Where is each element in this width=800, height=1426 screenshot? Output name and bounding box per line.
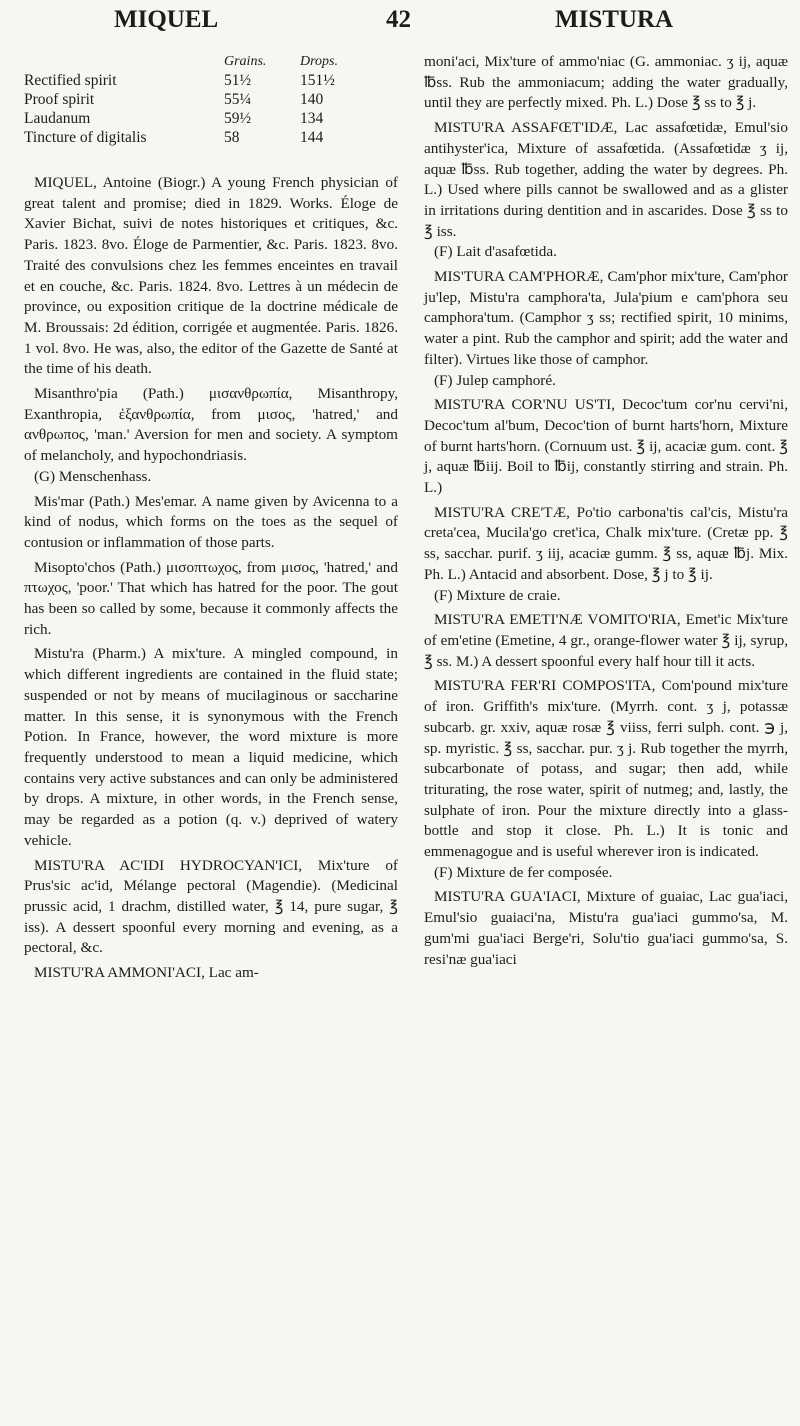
table-cell: Laudanum	[24, 110, 91, 127]
table-cell: 55¼	[224, 91, 252, 108]
entry-miquel: MIQUEL, Antoine (Biogr.) A young French physician of great talent and promise; died in 1829. Works. Éloge de Xavier Bichat, suivi de notes historiques et critiques, &c. Paris. 1823. 8vo. Éloge de Parmentier, &c. Paris. 1823. 8vo. Traité des convulsions chez les femmes enceintes en travail et en couche, &c. Paris. 1824. 8vo. Lettres à un médecin de province, ou exposition critique de la doctrine médicale de M. Broussais: 2d édition, corrigée et augmentée. Paris. 1826. 1 vol. 8vo. He was, also, the editor of the Gazette de Santé at the time of his death.	[24, 174, 398, 378]
entry-ferri-composita: MISTU'RA FER'RI COMPOS'ITA, Com'pound mix'ture of iron. Griffith's mix'ture. (Myrrh. cont. ʒ j, potassæ subcarb. gr. xxiv, aquæ rosæ ℥ viiss, ferri sulph. cont. ℈ j, sp. myristic. ℥ ss, sacchar. pur. ʒ j. Rub together the myrrh, subcarbonate of potass, and sugar; then add, while triturating, the rose water, spirit of nutmeg; and, lastly, the sulphate of iron. Pour the mixture directly into a glass-bottle and stop it close. Ph. L.) It is tonic and emmenagogue and is useful wherever iron is indicated.	[424, 677, 788, 861]
entry-german-term: (G) Menschenhass.	[34, 467, 152, 485]
left-column	[24, 52, 398, 984]
table-cell: Tincture of digitalis	[24, 129, 147, 146]
header-right-word: MISTURA	[555, 6, 674, 33]
table-cell: Proof spirit	[24, 91, 95, 108]
entry-camphorae: MIS'TURA CAM'PHORÆ, Cam'phor mix'ture, Cam'phor ju'lep, Mistu'ra camphora'ta, Jula'pium e cam'phora seu camphora'tum. (Camphor ʒ ss; rectified spirit, 10 minims, water a pint. Rub the camphor and spirit; add the water and filter). Virtues like those of camphor.	[424, 268, 788, 368]
entry-misoptochos: Misopto'chos (Path.) μισοπτωχος, from μισος, 'hatred,' and πτωχος, 'poor.' That which has hatred for the poor. The gout has been so called by some, because it commonly affects the rich.	[24, 558, 398, 638]
table-header-grains: Grains.	[224, 54, 267, 69]
entry-guaiaci: MISTU'RA GUA'IACI, Mixture of guaiac, Lac gua'iaci, Emul'sio guaiaci'na, Mistu'ra gua'iaci gummo'sa, M. gum'mi gua'iaci Berge'ri, Solu'tio gua'iaci gummo'sa, S. resi'næ gua'iaci	[424, 888, 788, 968]
drops-table	[24, 52, 338, 147]
entry-french-term: (F) Mixture de craie.	[434, 586, 561, 604]
entry-assafoetidae: MISTU'RA ASSAFŒT'IDÆ, Lac assafœtidæ, Emul'sio antihyster'ica, Mixture of assafœtida. (Assafœtidæ ʒ ij, aquæ ℔ss. Rub together, adding the water by degrees. Ph. L.) Used where pills cannot be swallowed and as a glister in irritations during dentition and in ascarides. Dose ℥ ss to ℥ iss.	[424, 119, 788, 240]
entry-french-term: (F) Julep camphoré.	[434, 371, 556, 389]
table-row	[24, 128, 338, 147]
page-header	[0, 4, 800, 44]
header-left-word: MIQUEL	[114, 6, 219, 33]
entry-french-term: (F) Lait d'asafœtida.	[434, 243, 557, 261]
table-row	[24, 109, 338, 128]
entry-mismar: Mis'mar (Path.) Mes'emar. A name given by Avicenna to a kind of nodus, which forms on the toes as the sequel of contusion or inflammation of those parts.	[24, 492, 398, 551]
entry-misanthropia: Misanthro'pia (Path.) μισανθρωπία, Misanthropy, Exanthropia, ἐξανθρωπία, from μισος, 'hatred,' and ανθρωπος, 'man.' Aversion for men and society. A symptom of melancholy, and hypochondriasis.	[24, 385, 398, 465]
table-cell: 51½	[224, 72, 252, 89]
table-cell: 58	[224, 129, 240, 146]
table-cell: Rectified spirit	[24, 72, 117, 89]
entry-mistura-acidi: MISTU'RA AC'IDI HYDROCYAN'ICI, Mix'ture of Prus'sic ac'id, Mélange pectoral (Magendie). (Medicinal prussic acid, 1 drachm, distilled water, ℥ 14, pure sugar, ℥ iss). A dessert spoonful every morning and evening, as a pectoral, &c.	[24, 856, 398, 957]
table-cell: 134	[300, 110, 324, 127]
entry-mistura-ammoniaci: MISTU'RA AMMONI'ACI, Lac am-	[34, 964, 259, 982]
entry-ammoniaci-cont: moni'aci, Mix'ture of ammo'niac (G. ammoniac. ʒ ij, aquæ ℔ss. Rub the ammoniacum; adding the water gradually, until they are perfectly mixed. Ph. L.) Dose ℥ ss to ℥ j.	[424, 53, 788, 112]
table-row	[24, 71, 338, 90]
entry-cornu-usti: MISTU'RA COR'NU US'TI, Decoc'tum cor'nu cervi'ni, Decoc'tum al'bum, Decoc'tion of burnt harts'horn, Mixture of burnt harts'horn. (Cornuum ust. ℥ ij, acaciæ gum. cont. ℥ j, aquæ ℔iij. Boil to ℔ij, constantly stirring and strain. Ph. L.)	[424, 396, 788, 497]
table-cell: 144	[300, 129, 324, 146]
entry-mistura: Mistu'ra (Pharm.) A mix'ture. A mingled compound, in which different ingredients are contained in the fluid state; suspended or not by means of mucilaginous or saccharine matter. In this sense, it is synonymous with the French Potion. In France, however, the word mixture is more frequently understood to mean a liquid medicine, which contains very active substances and can only be administered by drops. A mixture, in other words, in the French sense, may be regarded as a potion (q. v.) deprived of watery vehicle.	[24, 645, 398, 849]
table-header-drops: Drops.	[300, 54, 338, 69]
table-cell: 151½	[300, 72, 335, 89]
entry-french-term: (F) Mixture de fer composée.	[434, 863, 613, 881]
table-row	[24, 90, 338, 109]
entry-emetinae: MISTU'RA EMETI'NÆ VOMITO'RIA, Emet'ic Mix'ture of em'etine (Emetine, 4 gr., orange-flower water ℥ ij, syrup, ℥ ss. M.) A dessert spoonful every half hour till it acts.	[424, 611, 788, 670]
page-number: 42	[386, 6, 411, 33]
entry-cretae: MISTU'RA CRE'TÆ, Po'tio carbona'tis cal'cis, Mistu'ra creta'cea, Mucila'go cret'ica, Chalk mix'ture. (Cretæ pp. ℥ ss, sacchar. purif. ʒ iij, acaciæ gumm. ℥ ss, aquæ ℔j. Mix. Ph. L.) Antacid and absorbent. Dose, ℥ j to ℥ ij.	[424, 503, 788, 583]
right-column	[424, 52, 788, 970]
table-cell: 59½	[224, 110, 252, 127]
table-cell: 140	[300, 91, 324, 108]
